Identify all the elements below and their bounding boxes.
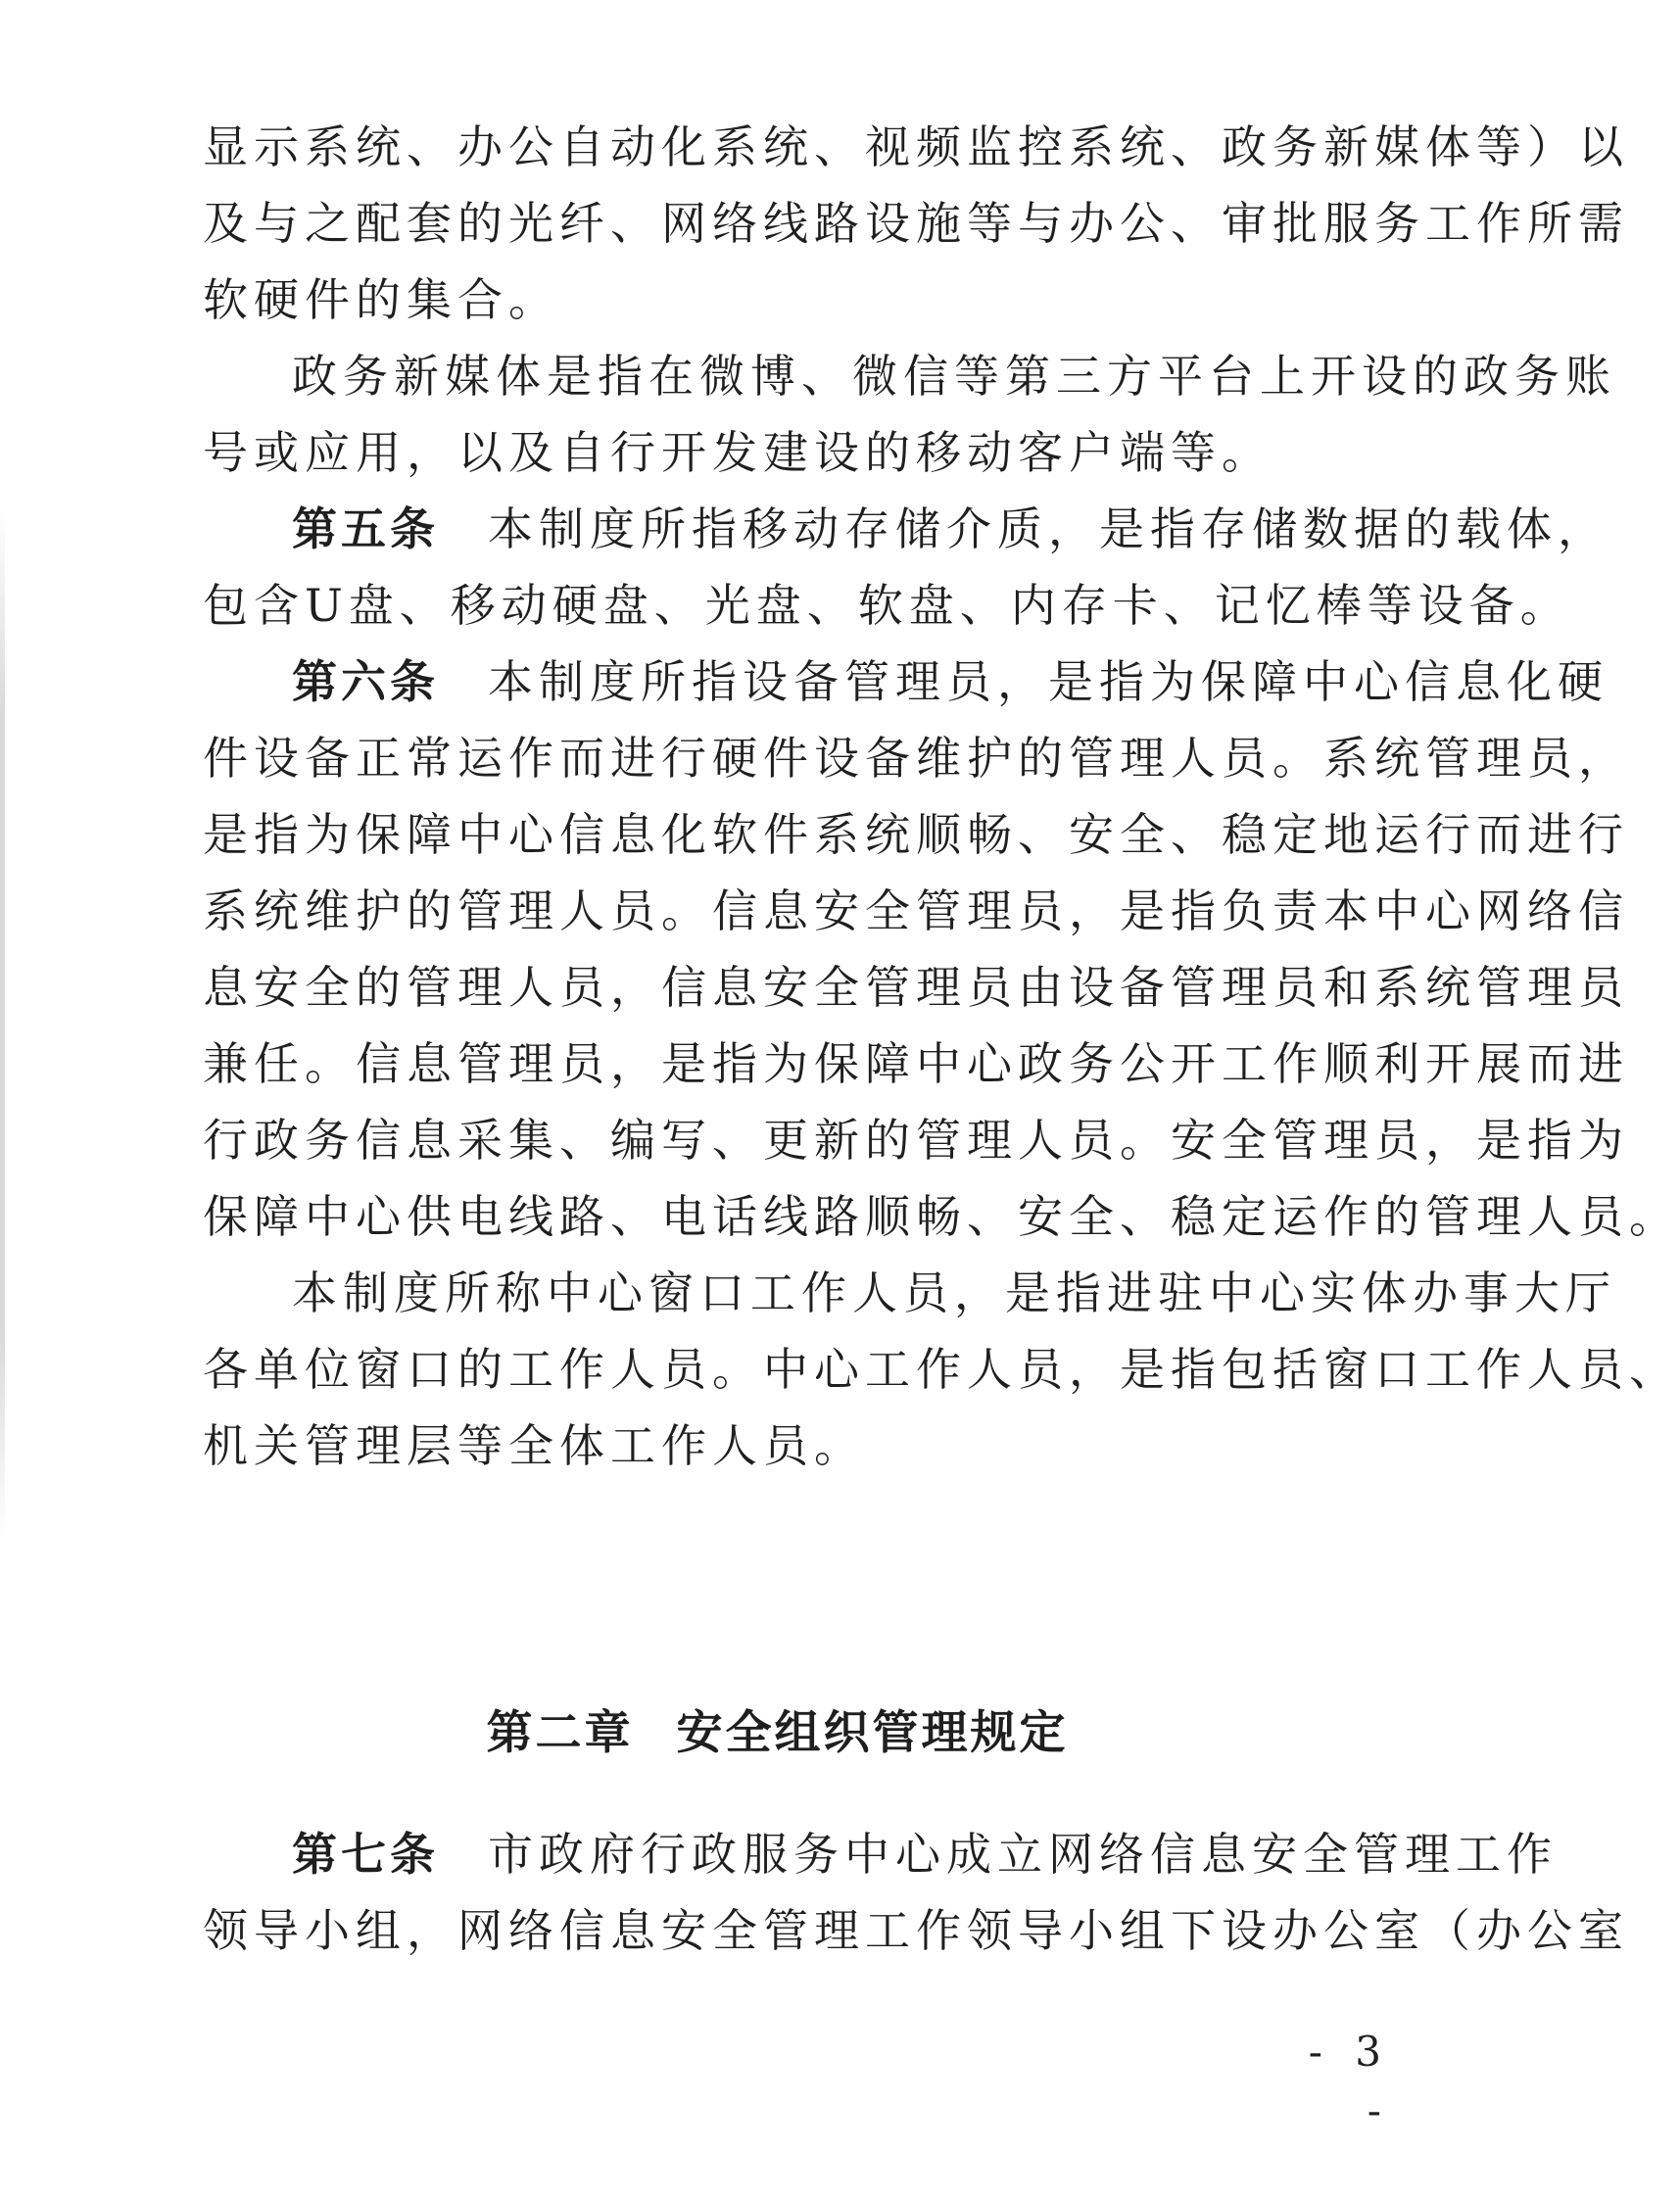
article-6-first-line	[292, 643, 1608, 721]
article-5-label: 第五条	[292, 502, 439, 555]
text-line: 行政务信息采集、编写、更新的管理人员。安全管理员，是指为	[203, 1114, 1629, 1167]
text-line: 系统维护的管理人员。信息安全管理员，是指负责本中心网络信	[203, 884, 1629, 937]
text-line: 显示系统、办公自动化系统、视频监控系统、政务新媒体等）以	[203, 120, 1629, 173]
chapter-title: 安全组织管理规定	[676, 1706, 1069, 1760]
text-line: 领导小组，网络信息安全管理工作领导小组下设办公室（办公室	[203, 1904, 1629, 1957]
text-line: 兼任。信息管理员，是指为保障中心政务公开工作顺利开展而进	[203, 1037, 1629, 1090]
text-line: 政务新媒体是指在微博、微信等第三方平台上开设的政务账	[292, 350, 1616, 403]
article-5-first-line	[292, 490, 1608, 568]
article-7-label: 第七条	[292, 1828, 439, 1881]
article-7-first-line	[292, 1815, 1558, 1893]
text-line: 号或应用，以及自行开发建设的移动客户端等。	[203, 426, 1272, 479]
article-7-text: 市政府行政服务中心成立网络信息安全管理工作	[488, 1828, 1558, 1881]
text-line: 保障中心供电线路、电话线路顺畅、安全、稳定运作的管理人员。	[203, 1190, 1680, 1243]
text-line: 是指为保障中心信息化软件系统顺畅、安全、稳定地运行而进行	[203, 808, 1629, 861]
page-number: - 3 -	[1308, 2028, 1391, 2134]
chapter-heading	[0, 1695, 1555, 1773]
text-line: 包含U盘、移动硬盘、光盘、软盘、内存卡、记忆棒等设备。	[203, 579, 1571, 632]
text-line: 及与之配套的光纤、网络线路设施等与办公、审批服务工作所需	[203, 197, 1629, 250]
text-line: 件设备正常运作而进行硬件设备维护的管理人员。系统管理员，	[203, 732, 1629, 785]
article-6-label: 第六条	[292, 655, 439, 708]
scan-edge-shadow	[0, 509, 5, 1538]
article-5-text: 本制度所指移动存储介质，是指存储数据的载体，	[488, 502, 1608, 555]
text-line: 软硬件的集合。	[203, 273, 559, 326]
text-line: 息安全的管理人员，信息安全管理员由设备管理员和系统管理员	[203, 961, 1629, 1014]
text-line: 本制度所称中心窗口工作人员，是指进驻中心实体办事大厅	[292, 1266, 1616, 1319]
chapter-number: 第二章	[486, 1706, 634, 1760]
text-line: 各单位窗口的工作人员。中心工作人员，是指包括窗口工作人员、	[203, 1343, 1680, 1396]
article-6-text: 本制度所指设备管理员，是指为保障中心信息化硬	[488, 655, 1608, 708]
text-line: 机关管理层等全体工作人员。	[203, 1419, 865, 1472]
